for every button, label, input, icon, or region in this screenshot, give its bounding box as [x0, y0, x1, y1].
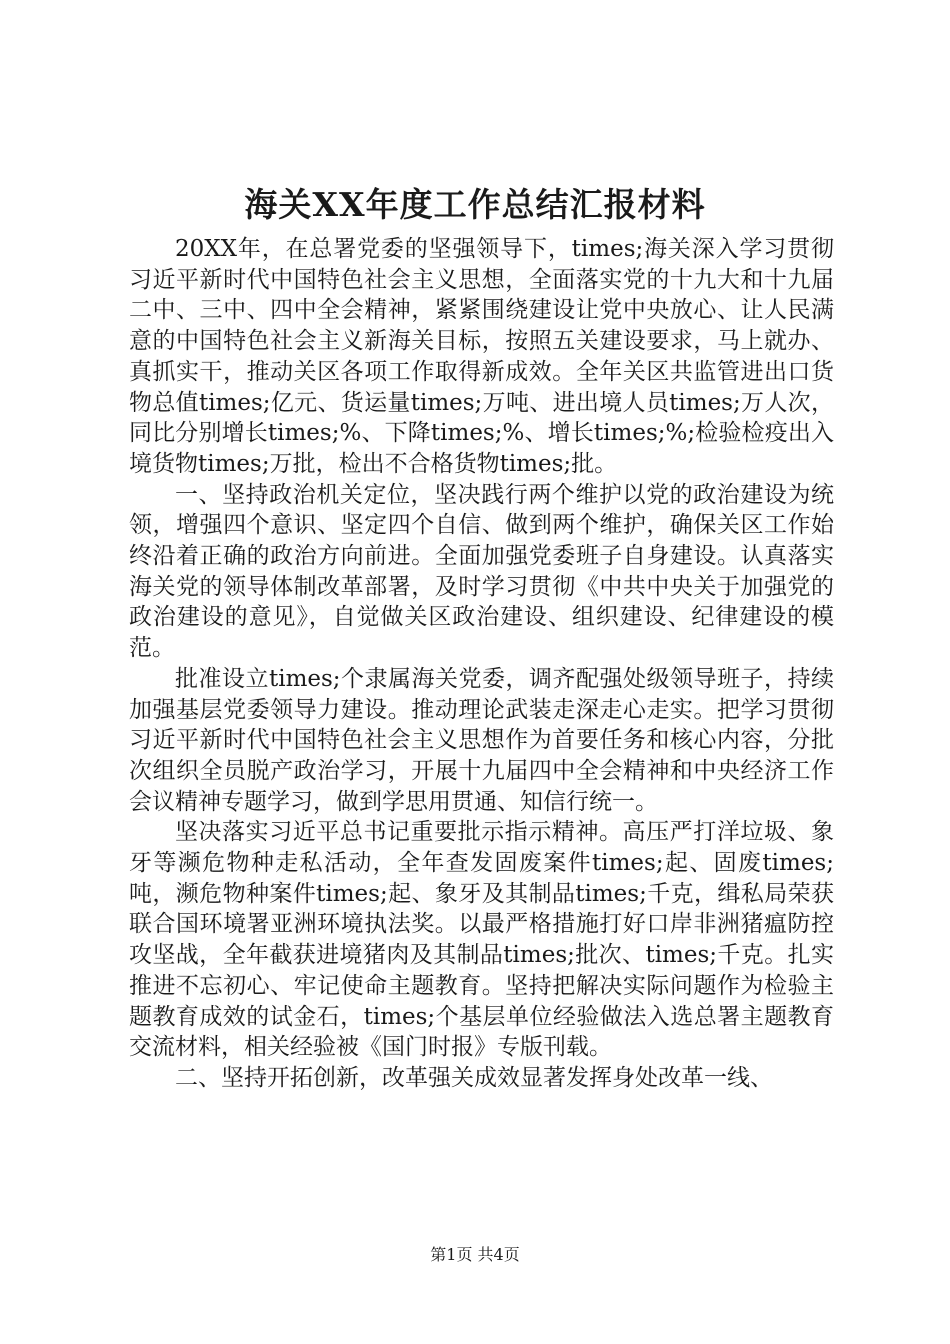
- document-body: [129, 234, 834, 1094]
- paragraph-instructions: 坚决落实习近平总书记重要批示指示精神。高压严打洋垃圾、象牙等濒危物种走私活动，全年查发固废案件times;起、固废times;吨，濒危物种案件times;起、象牙及其制品times;千克，缉私局荣获联合国环境署亚洲环境执法奖。以最严格措施打好口岸非洲猪瘟防控攻坚战，全年截获进境猪肉及其制品times;批次、times;千克。扎实推进不忘初心、牢记使命主题教育。坚持把解决实际问题作为检验主题教育成效的试金石，times;个基层单位经验做法入选总署主题教育交流材料，相关经验被《国门时报》专版刊载。: [129, 819, 834, 1061]
- document-title: 海关XX年度工作总结汇报材料: [244, 185, 706, 224]
- paragraph-section-two: 二、坚持开拓创新，改革强关成效显著发挥身处改革一线、: [175, 1064, 773, 1091]
- page-number-footer: 第1页 共4页: [430, 1245, 520, 1264]
- paragraph-intro: 20XX年，在总署党委的坚强领导下，times;海关深入学习贯彻习近平新时代中国特色社会主义思想，全面落实党的十九大和十九届二中、三中、四中全会精神，紧紧围绕建设让党中央放心、让人民满意的中国特色社会主义新海关目标，按照五关建设要求，马上就办、真抓实干，推动关区各项工作取得新成效。全年关区共监管进出口货物总值times;亿元、货运量times;万吨、进出境人员times;万人次，同比分别增长times;%、下降times;%、增长times;%;检验检疫出入境货物times;万批，检出不合格货物times;批。: [129, 236, 834, 477]
- paragraph-party-building: 批准设立times;个隶属海关党委，调齐配强处级领导班子，持续加强基层党委领导力建设。推动理论武装走深走心走实。把学习贯彻习近平新时代中国特色社会主义思想作为首要任务和核心内容，分批次组织全员脱产政治学习，开展十九届四中全会精神和中央经济工作会议精神专题学习，做到学思用贯通、知信行统一。: [129, 665, 834, 815]
- paragraph-section-one: 一、坚持政治机关定位，坚决践行两个维护以党的政治建设为统领，增强四个意识、坚定四个自信、做到两个维护，确保关区工作始终沿着正确的政治方向前进。全面加强党委班子自身建设。认真落实海关党的领导体制改革部署，及时学习贯彻《中共中央关于加强党的政治建设的意见》，自觉做关区政治建设、组织建设、纪律建设的模范。: [129, 481, 834, 662]
